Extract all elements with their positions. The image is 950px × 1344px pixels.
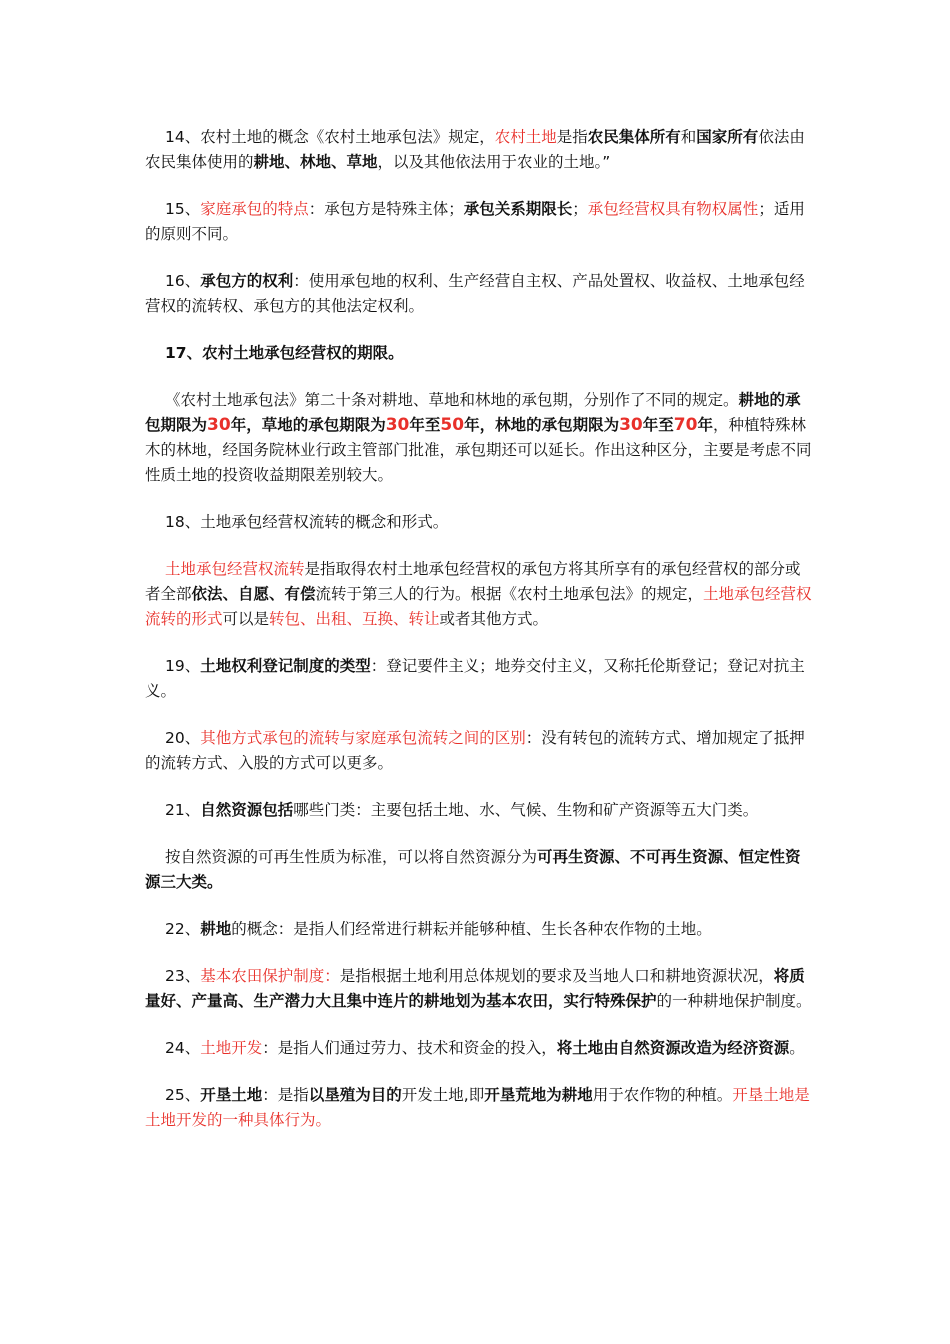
paragraph-p23 <box>145 964 815 1014</box>
paragraph-p21b <box>145 845 815 895</box>
paragraph-p19 <box>145 654 815 704</box>
text-run: 转包、出租、互换、转让 <box>269 610 440 628</box>
text-run: 17、农村土地承包经营权的期限。 <box>165 344 404 362</box>
text-run: 22、 <box>165 920 201 938</box>
text-run: 18、土地承包经营权流转的概念和形式。 <box>165 513 449 531</box>
text-run: ：是指人们通过劳力、技术和资金的投入， <box>262 1039 557 1057</box>
paragraph-p16 <box>145 269 815 319</box>
text-run: 承包关系期限长 <box>463 200 573 218</box>
text-run: 30 <box>619 415 643 435</box>
text-run: 30 <box>385 415 410 435</box>
text-run: 15、 <box>165 200 201 218</box>
text-run: 年，草地的承包期限为 <box>230 416 386 434</box>
text-run: 50 <box>440 415 465 435</box>
text-run: ：没有转包的流转方式、增加规定了抵押的流转方式、入股的方式可以更多。 <box>145 729 805 772</box>
text-run: 25、 <box>165 1086 201 1104</box>
text-run: 23、 <box>165 967 201 985</box>
text-run: 开垦土地是土地开发的一种具体行为。 <box>145 1086 810 1129</box>
text-run: 或者其他方式。 <box>439 610 549 628</box>
paragraph-p14 <box>145 125 815 175</box>
paragraph-p20 <box>145 726 815 776</box>
text-run: 24、 <box>165 1039 201 1057</box>
text-run: 将质量好、产量高、生产潜力大且集中连片的耕地划为基本农田，实行特殊保护 <box>145 967 805 1010</box>
text-run: 。 <box>789 1039 805 1057</box>
text-run: 将土地由自然资源改造为经济资源 <box>556 1039 790 1057</box>
text-run: 承包方的权利 <box>200 272 294 290</box>
text-run: 土地权利登记制度的类型 <box>200 657 371 675</box>
text-run: 年 <box>697 416 713 434</box>
text-run: 年至 <box>409 416 441 434</box>
text-run: 30 <box>207 415 231 435</box>
paragraph-p17b <box>145 388 815 488</box>
text-run: 依法由农民集体使用的 <box>145 128 805 171</box>
text-run: 依法、自愿、有偿 <box>191 585 316 603</box>
text-run: 21、 <box>165 801 201 819</box>
text-run: 哪些门类：主要包括土地、水、气候、生物和矿产资源等五大门类。 <box>293 801 759 819</box>
text-run: 农民集体所有 <box>587 128 681 146</box>
text-run: 19、 <box>165 657 201 675</box>
text-run: 和 <box>680 128 697 146</box>
text-run: 年，林地的承包期限为 <box>464 416 620 434</box>
text-run: 《农村土地承包法》第二十条对耕地、草地和林地的承包期，分别作了不同的规定。 <box>165 391 739 409</box>
text-run: 可再生资源、不可再生资源、恒定性资源三大类。 <box>145 848 801 891</box>
text-run: ：是指 <box>262 1086 309 1104</box>
paragraph-p18b <box>145 557 815 632</box>
text-run: 土地开发 <box>200 1039 263 1057</box>
text-run: 年至 <box>642 416 674 434</box>
paragraph-p24 <box>145 1036 815 1061</box>
text-run: 家庭承包的特点 <box>200 200 309 218</box>
paragraph-p17 <box>145 341 815 366</box>
text-run: 14、农村土地的概念《农村土地承包法》规定， <box>165 128 495 146</box>
text-run: 开垦荒地为耕地 <box>484 1086 593 1104</box>
text-run: 是指取得农村土地承包经营权的承包方将其所享有的承包经营权的部分或者全部 <box>145 560 801 603</box>
text-run: ，种植特殊林木的林地，经国务院林业行政主管部门批准，承包期还可以延长。作出这种区分，主要是考虑不同性质土地的投资收益期限差别较大。 <box>145 416 812 484</box>
text-run: 土地承包经营权流转的形式 <box>145 585 812 628</box>
text-run: 其他方式承包的流转与家庭承包流转之间的区别 <box>200 729 526 747</box>
text-run: 以垦殖为目的 <box>308 1086 402 1104</box>
text-run: 20、 <box>165 729 201 747</box>
text-run: ；适用的原则不同。 <box>145 200 805 243</box>
text-run: 耕地 <box>200 920 232 938</box>
text-run: 土地承包经营权流转 <box>165 560 305 578</box>
text-run: 的一种耕地保护制度。 <box>656 992 812 1010</box>
text-run: ，以及其他依法用于农业的土地。” <box>377 153 611 171</box>
paragraph-p22 <box>145 917 815 942</box>
text-run: 按自然资源的可再生性质为标准，可以将自然资源分为 <box>165 848 538 866</box>
text-run: 是指根据土地利用总体规划的要求及当地人口和耕地资源状况， <box>339 967 774 985</box>
paragraph-p15 <box>145 197 815 247</box>
text-run: 农村土地 <box>494 128 557 146</box>
text-run: 国家所有 <box>696 128 759 146</box>
text-run: 耕地的承包期限为 <box>145 391 801 434</box>
text-run: 自然资源包括 <box>200 801 294 819</box>
text-run: 可以是 <box>222 610 270 628</box>
paragraph-p21 <box>145 798 815 823</box>
text-run: 流转于第三人的行为。根据《农村土地承包法》的规定， <box>315 585 704 603</box>
text-run: 开垦土地 <box>200 1086 263 1104</box>
text-run: 开发土地,即 <box>401 1086 485 1104</box>
text-run: 基本农田保护制度： <box>200 967 340 985</box>
text-run: 16、 <box>165 272 201 290</box>
text-run: ：登记要件主义；地券交付主义，又称托伦斯登记；登记对抗主义。 <box>145 657 805 700</box>
text-run: ：使用承包地的权利、生产经营自主权、产品处置权、收益权、土地承包经营权的流转权、承包方的其他法定权利。 <box>145 272 805 315</box>
text-run: ； <box>572 200 588 218</box>
text-run: 承包经营权具有物权属性 <box>587 200 759 218</box>
document-page <box>145 125 815 1155</box>
paragraph-p18 <box>145 510 815 535</box>
text-run: 是指 <box>556 128 588 146</box>
text-run: 70 <box>673 415 698 435</box>
text-run: 的概念：是指人们经常进行耕耘并能够种植、生长各种农作物的土地。 <box>231 920 712 938</box>
text-run: 耕地、林地、草地 <box>253 153 378 171</box>
text-run: ：承包方是特殊主体； <box>308 200 464 218</box>
paragraph-p25 <box>145 1083 815 1133</box>
text-run: 用于农作物的种植。 <box>592 1086 733 1104</box>
